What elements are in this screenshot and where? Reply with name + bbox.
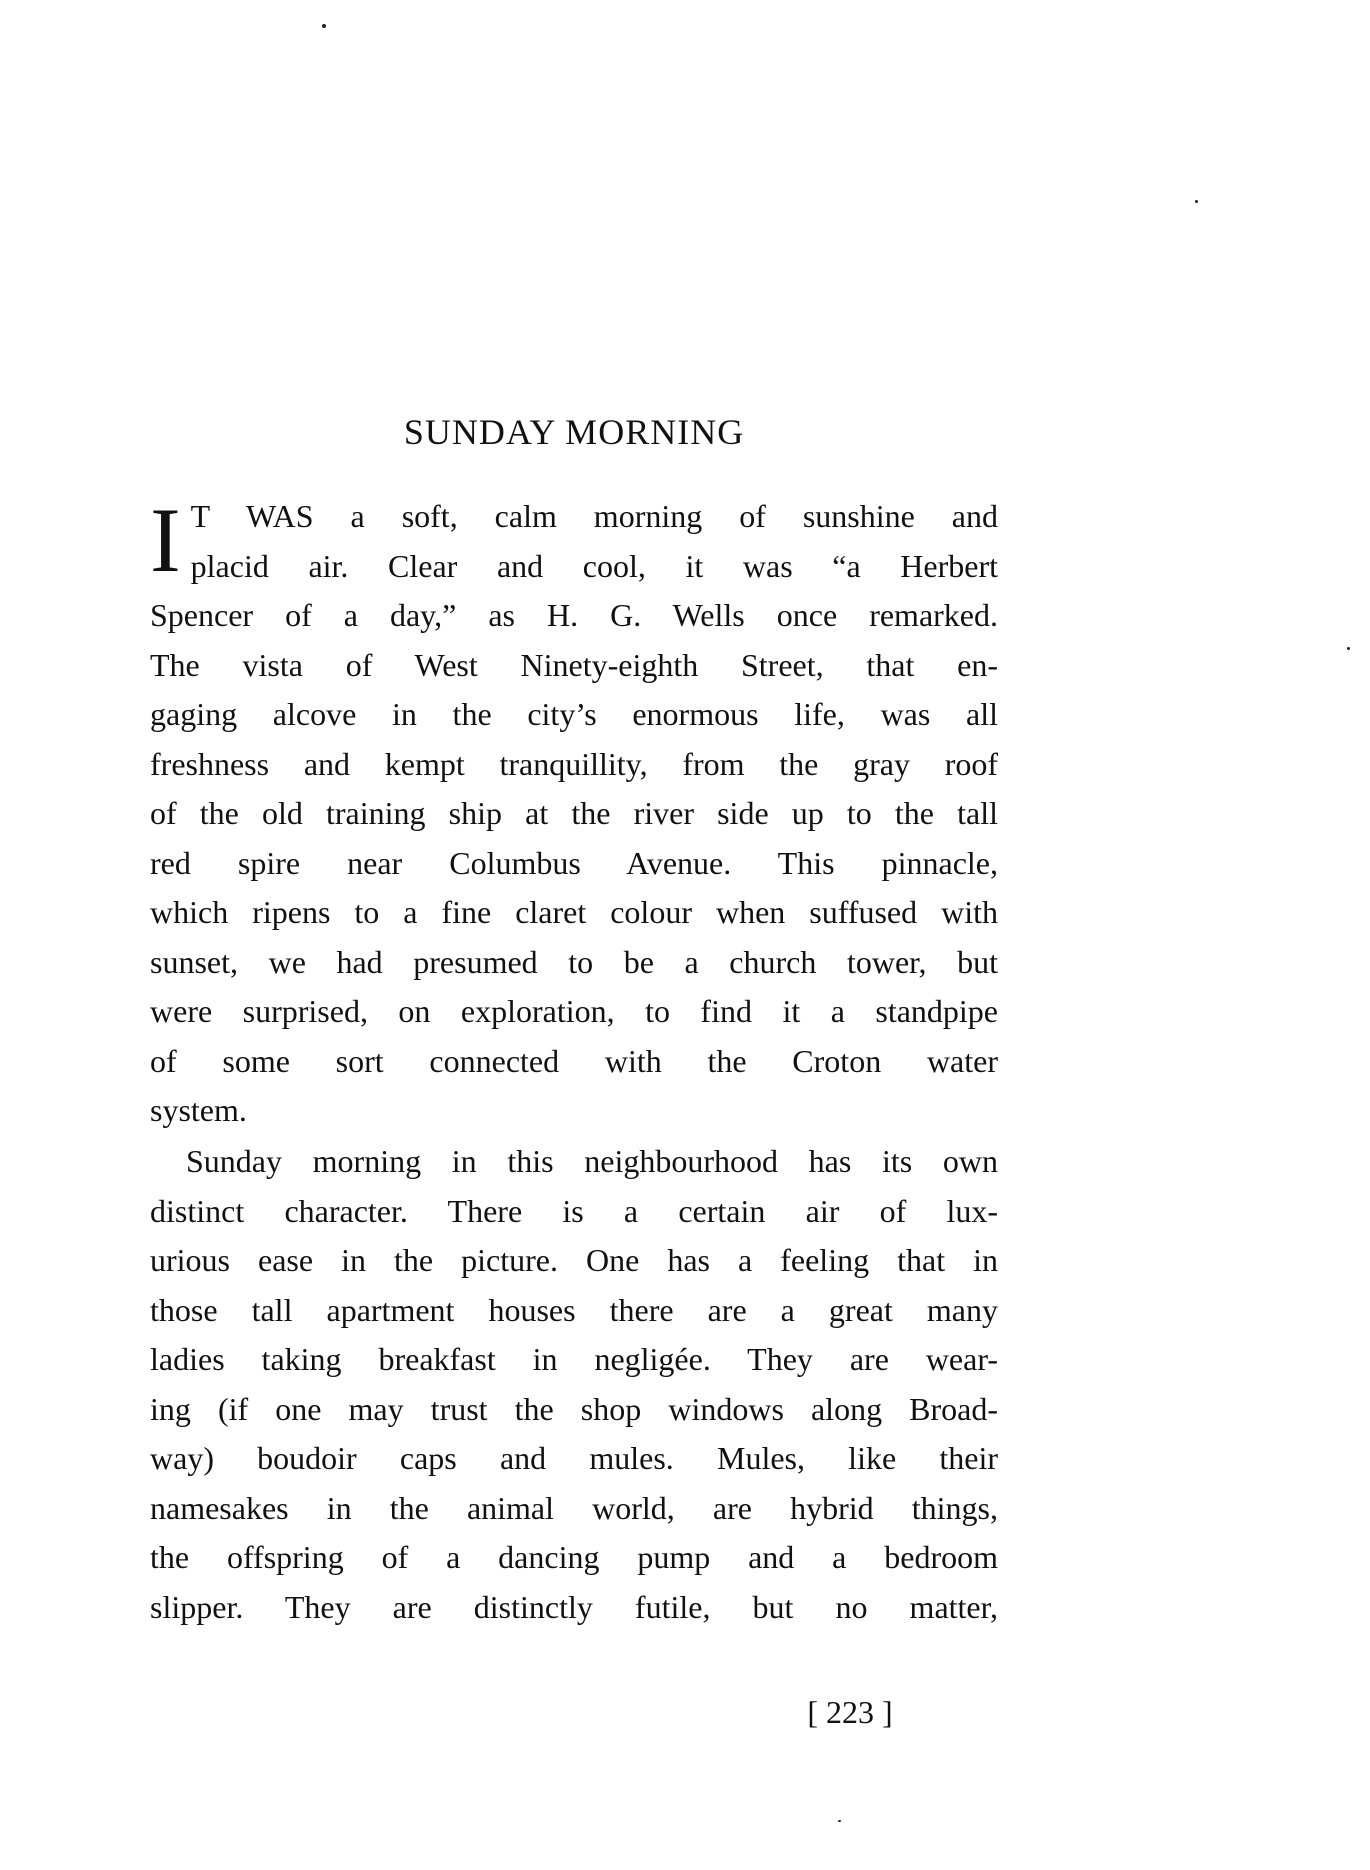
text-line: sunset, we had presumed to be a church tower, but	[150, 943, 998, 980]
text-line: which ripens to a fine claret colour when suffused with	[150, 894, 998, 930]
text-line: placid air. Clear and cool, it was “a Herbert	[190, 547, 998, 584]
drop-cap: I	[150, 489, 181, 591]
text-line: of the old training ship at the river side up to the tall	[150, 795, 998, 831]
paragraph-2	[150, 1137, 998, 1632]
text-line: were surprised, on exploration, to find it a standpipe	[150, 993, 998, 1029]
text-line: those tall apartment houses there are a great many	[150, 1291, 998, 1328]
text-line: distinct character. There is a certain air of lux-	[150, 1192, 998, 1229]
text-line: red spire near Columbus Avenue. This pinnacle,	[150, 844, 998, 881]
chapter-title: SUNDAY MORNING	[403, 412, 745, 452]
paragraph-1	[150, 489, 998, 1136]
text-line: urious ease in the picture. One has a feeling that in	[150, 1242, 998, 1278]
scan-speck	[838, 1820, 841, 1822]
drop-cap-lines	[191, 492, 998, 591]
scan-speck	[1347, 647, 1350, 650]
scan-speck	[1195, 200, 1198, 203]
text-line: Sunday morning in this neighbourhood has its own	[186, 1143, 998, 1179]
text-line: slipper. They are distinctly futile, but no matter,	[150, 1588, 998, 1625]
text-line: T WAS a soft, calm morning of sunshine and	[190, 498, 998, 534]
text-line: the offspring of a dancing pump and a bedroom	[150, 1539, 998, 1575]
text-line: gaging alcove in the city’s enormous life, was all	[150, 696, 998, 732]
text-line: namesakes in the animal world, are hybrid things,	[150, 1489, 998, 1526]
text-line: Spencer of a day,” as H. G. Wells once remarked.	[150, 597, 998, 633]
text-line: freshness and kempt tranquillity, from the gray roof	[150, 745, 998, 782]
text-line: of some sort connected with the Croton water	[150, 1042, 998, 1079]
text-line: The vista of West Ninety-eighth Street, that en-	[150, 646, 998, 683]
text-line: ladies taking breakfast in negligée. They are wear-	[150, 1341, 998, 1377]
scan-speck	[322, 24, 326, 28]
text-line: way) boudoir caps and mules. Mules, like their	[150, 1440, 998, 1476]
text-line: ing (if one may trust the shop windows along Broad-	[150, 1390, 998, 1427]
page-number: [ 223 ]	[807, 1694, 893, 1730]
text-line: system.	[150, 1092, 247, 1128]
